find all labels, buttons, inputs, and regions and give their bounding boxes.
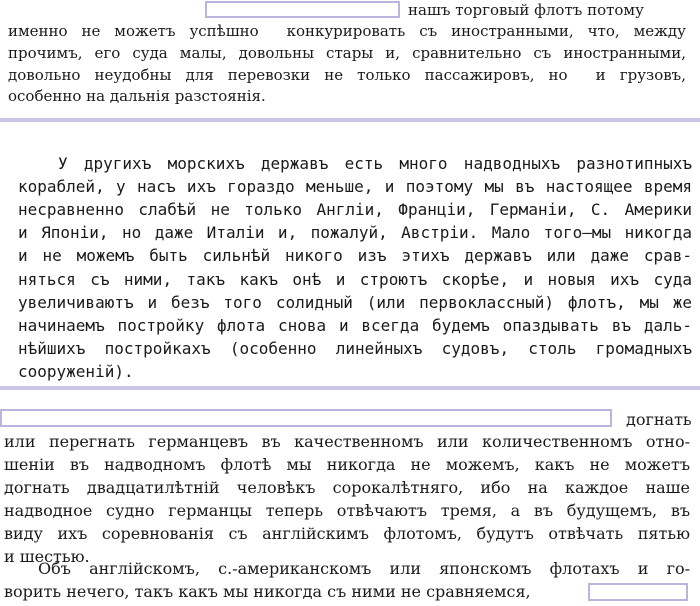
text-line: виду ихъ соревнованія съ англійскимъ флотомъ, будутъ отвѣчать пятью — [4, 524, 690, 543]
text-line: начинаемъ постройку флота снова и всегда будемъ опаздывать въ даль- — [18, 316, 692, 335]
text-line: надводное судно германцы теперь отвѣчаютъ тремя, а въ будущемъ, въ — [4, 501, 690, 520]
text-line: кораблей, у насъ ихъ гораздо меньше, и поэтому мы въ настоящее время — [18, 177, 692, 196]
text-line: Объ англійскомъ, с.-американскомъ или японскомъ флотахъ и го- — [38, 559, 690, 578]
text-line: сооруженій). — [18, 362, 134, 381]
text-line: и не можемъ быть сильнѣй никого изъ этихъ державъ или даже срав- — [18, 246, 692, 265]
text-line: и шестью. — [4, 547, 90, 566]
fragment-divider — [0, 386, 700, 390]
text-line: или перегнать германцевъ въ качественномъ или количественномъ отно- — [4, 432, 690, 451]
text-line: нѣйшихъ постройкахъ (особенно линейныхъ судовъ, столь громадныхъ — [18, 339, 692, 358]
redaction-box — [0, 409, 612, 427]
text-line: увеличиваютъ и безъ того солидный (или первоклассный) флотъ, мы же — [18, 293, 692, 312]
text-line: У другихъ морскихъ державъ есть много надводныхъ разнотипныхъ — [58, 154, 692, 173]
text-line: особенно на дальнія разстоянія. — [8, 87, 266, 105]
text-line: ворить нечего, такъ какъ мы никогда съ ними не сравняемся, — [4, 582, 531, 601]
text-line: именно не можетъ успѣшно конкурировать съ иностранными, что, между — [8, 22, 686, 40]
text-line: нашъ торговый флотъ потому — [408, 1, 644, 19]
text-line: шеніи въ надводномъ флотѣ мы никогда не можемъ, какъ не можетъ — [4, 455, 690, 474]
fragment-divider — [0, 118, 700, 122]
text-line: довольно неудобны для перевозки не только пассажировъ, но и грузовъ, — [8, 66, 686, 84]
redaction-box — [588, 583, 688, 601]
text-line: и Японіи, но даже Италіи и, пожалуй, Австріи. Мало того—мы никогда — [18, 223, 692, 242]
text-line: няться съ ними, такъ какъ онѣ и строютъ скорѣе, и новыя ихъ суда — [18, 270, 692, 289]
text-line: догнать двадцатилѣтній человѣкъ сорокалѣтняго, ибо на каждое наше — [4, 478, 690, 497]
text-line: несравненно слабѣй не только Англіи, Франціи, Германіи, С. Америки — [18, 200, 692, 219]
redaction-box — [205, 1, 400, 18]
text-line: прочимъ, его суда малы, довольны стары и, сравнительно съ иностранными, — [8, 44, 686, 62]
text-line: догнать — [626, 410, 692, 429]
